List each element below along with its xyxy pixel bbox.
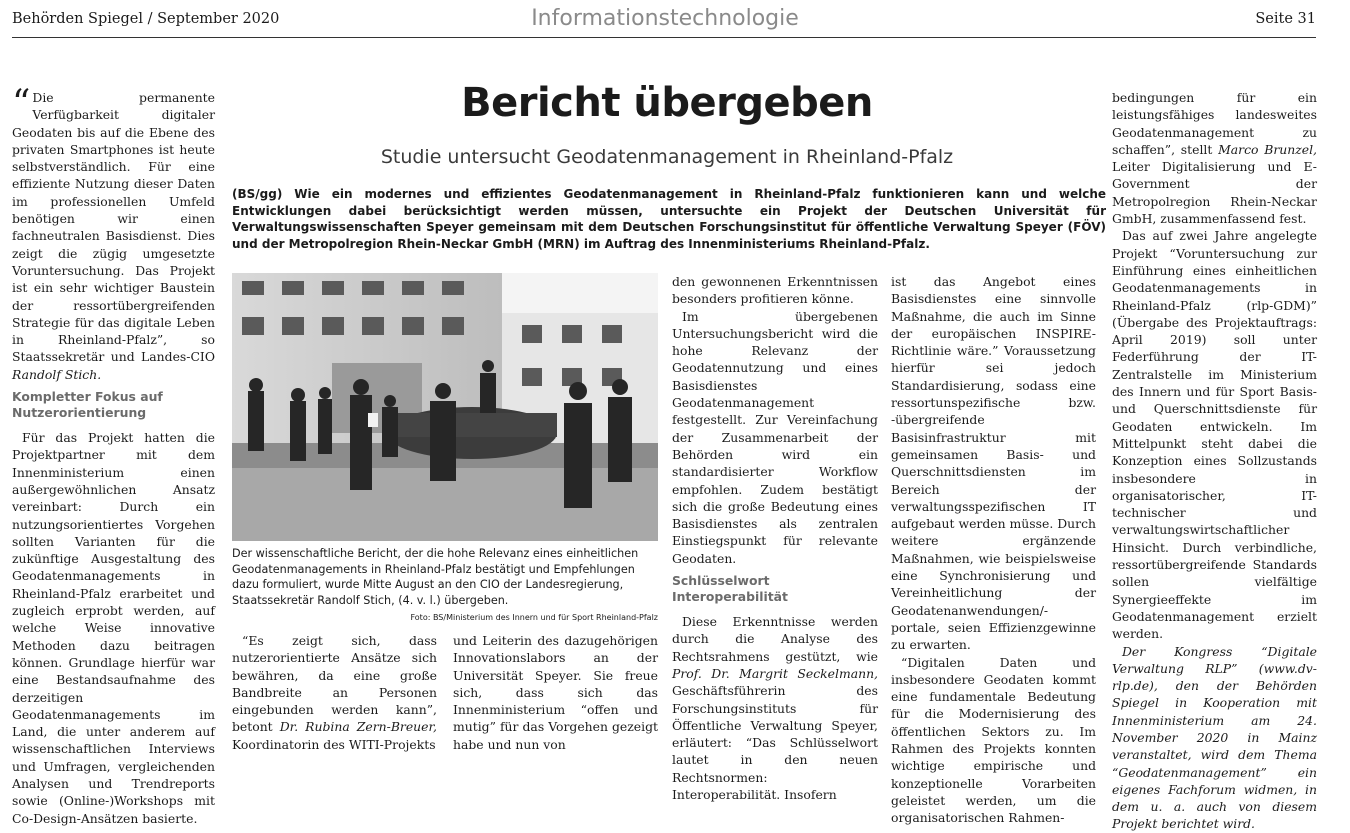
publication-name: Behörden Spiegel / September 2020 <box>12 11 280 27</box>
col1-paragraph-1: “ Die permanente Verfügbarkeit digitaler Geodaten bis auf die Ebene des privaten Smartphones ist heute selbstverständlich. Für eine effiziente Nutzung dieser Daten im professionellen Umfeld benötigen wir einen fachneutralen Basisdienst. Dies zeigt die zügig umgesetzte Voruntersuchung. Das Projekt ist ein sehr wichtiger Baustein der ressortübergreifenden Strategie für das digitale Leben in Rheinland-Pfalz”, so Staatssekretär und Landes-CIO Randolf Stich. <box>12 83 215 382</box>
column-5 <box>891 273 1096 827</box>
article-lead: (BS/gg) Wie ein modernes und effizientes Geodatenmanagement in Rheinland-Pfalz funktionieren kann und welche Entwicklungen dabei berücksichtigt werden müssen, untersuchte ein Projekt der Deutschen Universität für Verwaltungswissenschaften Speyer gemeinsam mit dem Deutschen Forschungsinstitut für öffentliche Verwaltung Speyer (FÖV) und der Metropolregion Rhein-Neckar GmbH (MRN) im Auftrag des Innenministeriums Rheinland-Pfalz. <box>232 187 1106 251</box>
article-subtitle: Studie untersucht Geodatenmanagement in Rheinland-Pfalz <box>380 146 954 168</box>
photo-credit: Foto: BS/Ministerium des Innern und für Sport Rheinland-Pfalz <box>410 613 658 623</box>
photo-caption: Der wissenschaftliche Bericht, der die hohe Relevanz eines einheitlichen Geodatenmanagements in Rheinland-Pfalz bestätigt und Empfehlungen dazu formuliert, wurde Mitte August an den CIO der Landesregierung, Staatssekretär Randolf Stich, (4. v. l.) übergeben. Foto: BS/Ministerium des Innern und für Sport Rheinland-Pfalz <box>232 546 658 626</box>
col2-paragraph-1: “Es zeigt sich, dass nutzerorientierte Ansätze sich bewähren, da eine große Bandbreite an Personen eingebunden werden kann”, betont Dr. Rubina Zern-Breuer, Koordinatorin des WITI-Projekts <box>232 633 437 752</box>
header-rule <box>12 37 1316 38</box>
col3-paragraph-1: und Leiterin des dazugehörigen Innovationslabors an der Universität Speyer. Sie freue sich, dass sich das Innenministerium “offen und mutig” für das Vorgehen gezeigt habe und nun von <box>453 633 658 752</box>
col6-paragraph-2: Das auf zwei Jahre angelegte Projekt “Voruntersuchung zur Einführung eines einheitlichen Geodatenmanagements in Rheinland-Pfalz (rlp-GDM)” (Übergabe des Projektauftrags: April 2019) soll unter Federführung der IT-Zentralstelle im Ministerium des Innern und für Sport Basis- und Querschnittsdienste für Geodaten entwickeln. Im Mittelpunkt steht dabei die Konzeption eines Sollzustands insbesondere in organisatorischer, IT-technischer und verwaltungswirtschaftlicher Hinsicht. Durch verbindliche, ressortübergreifende Standards sollen vielfältige Synergieeffekte im Geodatenmanagement erzielt werden. <box>1112 228 1317 642</box>
quoted-person: Prof. Dr. Margrit Seckelmann, <box>672 665 878 681</box>
col6-paragraph-3 <box>1112 643 1317 833</box>
col4-paragraph-2: Im übergebenen Untersuchungsbericht wird die hohe Relevanz der Geodatennutzung und eines Basisdienstes Geodatenmanagement festgestellt. Zur Vereinfachung der Zusammenarbeit der Behörden wird ein standardisierter Workflow empfohlen. Zudem bestätigt sich die große Bedeutung eines Basisdienstes als zentralen Einstiegspunkt für relevante Geodaten. <box>672 308 878 566</box>
col4-paragraph-1: den gewonnenen Erkenntnissen besonders profitieren könne. <box>672 274 878 307</box>
col6-paragraph-1: bedingungen für ein leistungsfähiges landesweites Geodatenmanagement zu schaffen”, stellt Marco Brunzel, Leiter Digitalisierung und E-Government der Metropolregion Rhein-Neckar GmbH, zusammenfassend fest. <box>1112 90 1317 227</box>
group-photo-image <box>232 273 658 541</box>
col4-paragraph-3: Diese Erkenntnisse werden durch die Analyse des Rechtsrahmens gestützt, wie Prof. Dr. Margrit Seckelmann, Geschäftsführerin des Forschungsinstituts für Öffentliche Verwaltung Speyer, erläutert: “Das Schlüsselwort lautet in den neuen Rechtsnormen: Interoperabilität. Insofern <box>672 614 878 803</box>
quoted-person: Marco Brunzel, <box>1218 141 1317 157</box>
column-1 <box>12 83 215 827</box>
article-headline: Bericht übergeben <box>461 80 873 126</box>
col5-paragraph-1: ist das Angebot eines Basisdienstes eine sinnvolle Maßnahme, die auch im Sinne der europäischen INSPIRE-Richtlinie wäre.” Voraussetzung hierfür sei jedoch Standardisierung, sodass eine ressortunspezifische bzw. -übergreifende Basisinfrastruktur mit gemeinsamen Basis- und Querschnittsdiensten im Bereich der verwaltungsspezifischen IT aufgebaut werden müsse. Durch weitere ergänzende Maßnahmen, wie beispielsweise eine Synchronisierung und Vereinheitlichung der Geodatenanwendungen/-portale, seien Effizienzgewinne zu erwarten. <box>891 274 1096 653</box>
quoted-person: Dr. Rubina Zern-Breuer, <box>279 719 437 735</box>
subheading-interoperabilitaet: Schlüsselwort Interoperabilität <box>672 573 788 604</box>
opening-quote-mark: “ <box>12 83 31 124</box>
column-2 <box>232 632 437 753</box>
section-title: Informationstechnologie <box>531 6 799 31</box>
subheading-nutzerorientierung: Kompletter Fokus auf Nutzerorientierung <box>12 389 163 420</box>
article-photo <box>232 273 658 541</box>
column-3 <box>453 632 658 753</box>
column-6 <box>1112 89 1317 833</box>
page-number: Seite 31 <box>1255 11 1316 27</box>
column-4 <box>672 273 878 803</box>
quoted-person: Randolf Stich. <box>12 366 102 382</box>
col1-paragraph-2: Für das Projekt hatten die Projektpartner mit dem Innenministerium einen außergewöhnlichen Ansatz vereinbart: Durch ein nutzungsorientiertes Vorgehen sollten Varianten für die zukünftige Ausgestaltung des Geodatenmanagements in Rheinland-Pfalz erarbeitet und zugleich erprobt werden, auf welche Weise innovative Methoden dazu beitragen können. Grundlage hierfür war eine Bestandsaufnahme des derzeitigen Geodatenmanagements im Land, die unter anderem auf wissenschaftlichen Interviews und Umfragen, vergleichenden Analysen und Trendreports sowie (Online-)Workshops mit Co-Design-Ansätzen basierte. <box>12 430 215 826</box>
congress-note: Der Kongress “Digitale Verwaltung RLP” (www.dv-rlp.de), den der Behörden Spiegel in Kooperation mit Innenministerium am 24. November 2020 in Mainz veranstaltet, wird dem Thema “Geodatenmanagement” ein eigenes Fachforum widmen, in dem u. a. auch von diesem Projekt berichtet wird. <box>1112 643 1317 832</box>
col5-paragraph-2: “Digitalen Daten und insbesondere Geodaten kommt eine fundamentale Bedeutung für die Modernisierung des öffentlichen Sektors zu. Im Rahmen des Projekts konnten wichtige empirische und konzeptionelle Vorarbeiten geleistet werden, um die organisatorischen Rahmen- <box>891 654 1096 826</box>
